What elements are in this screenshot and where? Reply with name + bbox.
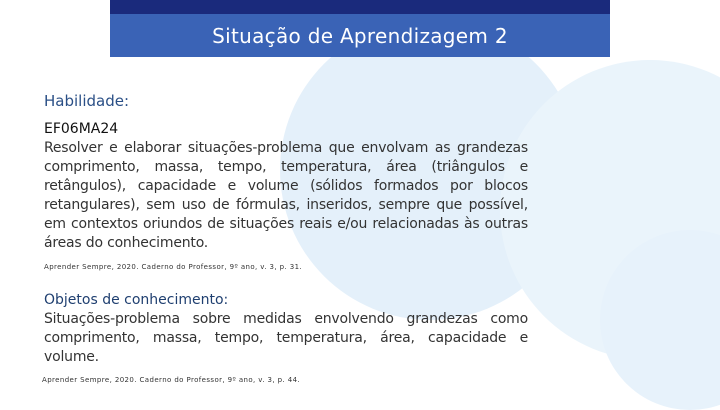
habilidade-reference: Aprender Sempre, 2020. Caderno do Professor, 9º ano, v. 3, p. 31.: [44, 263, 303, 271]
habilidade-code: EF06MA24: [44, 121, 119, 137]
habilidade-heading: Habilidade:: [44, 92, 130, 110]
objetos-heading: Objetos de conhecimento:: [44, 292, 229, 308]
slide-title: Situação de Aprendizagem 2: [212, 23, 508, 48]
header-title-band: [110, 14, 610, 57]
objetos-text: Situações-problema sobre medidas envolvendo grandezas como comprimento, massa, tempo, temperatura, área, capacidade e volume.: [44, 311, 528, 365]
header-top-bar: [110, 0, 610, 14]
slide-header: [110, 0, 610, 57]
habilidade-text: Resolver e elaborar situações-problema que envolvam as grandezas comprimento, massa, tempo, temperatura, área (triângulos e retângulos), capacidade e volume (sólidos formados por blocos retangulares), sem uso de fórmulas, inseridos, sempre que possível, em contextos oriundos de situações reais e/ou relacionadas às outras áreas do conhecimento.: [44, 140, 528, 251]
habilidade-section: [44, 92, 528, 253]
objetos-section: [44, 291, 528, 367]
objetos-reference: Aprender Sempre, 2020. Caderno do Professor, 9º ano, v. 3, p. 44.: [42, 376, 301, 384]
